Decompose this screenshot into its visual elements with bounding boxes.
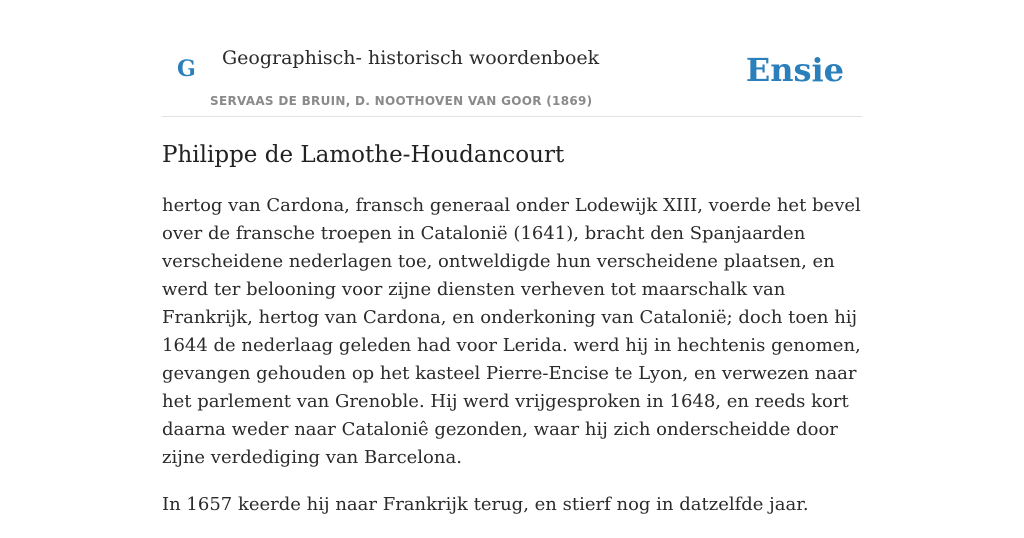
ensie-logo-link[interactable]: Ensie: [745, 51, 844, 89]
book-author-meta: SERVAAS DE BRUIN, D. NOOTHOVEN VAN GOOR (1869): [210, 94, 593, 108]
entry-body: [162, 192, 862, 538]
entry-paragraph: hertog van Cardona, fransch generaal onder Lodewijk XIII, voerde het bevel over de fransche troepen in Catalonië (1641), bracht den Spanjaarden verscheidene nederlagen toe, ontweldigde hun verscheidene plaatsen, en werd ter belooning voor zijne diensten verheven tot maarschalk van Frankrijk, hertog van Cardona, en onderkoning van Catalonië; doch toen hij 1644 de nederlaag geleden had voor Lerida. werd hij in hechtenis genomen, gevangen gehouden op het kasteel Pierre-Encise te Lyon, en verwezen naar het parlement van Grenoble. Hij werd vrijgesproken in 1648, en reeds kort daarna weder naar Cataloniê gezonden, waar hij zich onderscheidde door zijne verdediging van Barcelona.: [162, 195, 861, 468]
book-logo-icon[interactable]: G: [177, 56, 196, 82]
book-title-link[interactable]: Geographisch- historisch woordenboek: [222, 47, 600, 69]
entry-paragraph: In 1657 keerde hij naar Frankrijk terug, en stierf nog in datzelfde jaar.: [162, 494, 809, 515]
entry-title: Philippe de Lamothe-Houdancourt: [162, 142, 565, 168]
page: [162, 0, 862, 515]
header: [162, 0, 862, 117]
